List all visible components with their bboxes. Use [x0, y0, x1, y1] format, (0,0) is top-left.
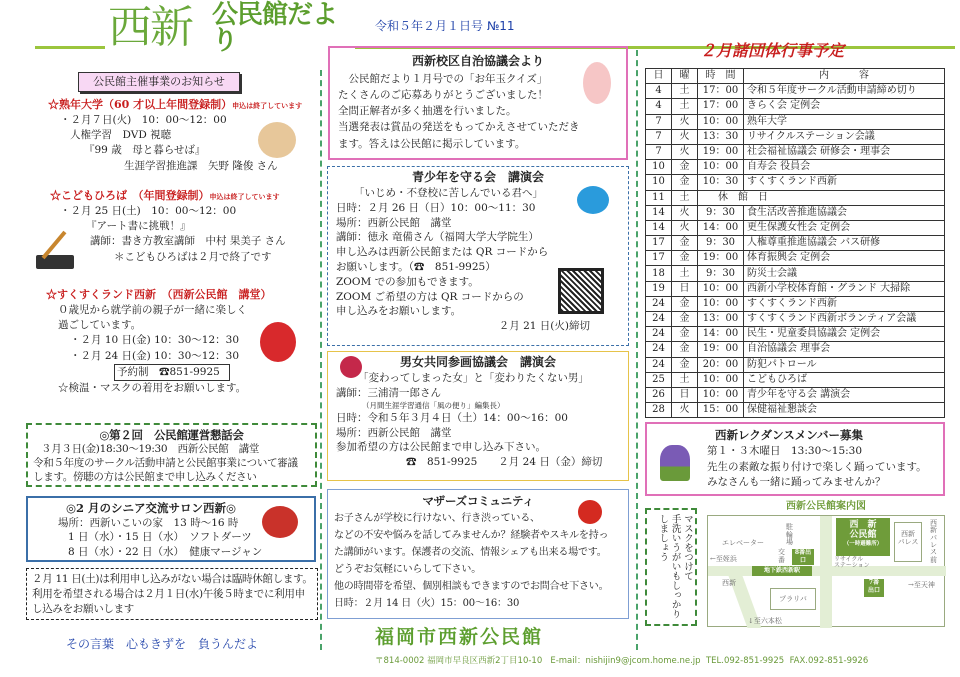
map-label-koban: 交番: [778, 548, 785, 564]
text-line: 全問正解者が多く抽選を行いました。: [338, 105, 517, 118]
time-cell: 9：30: [698, 266, 744, 281]
time-cell: 10：00: [698, 114, 744, 129]
day-cell: 14: [646, 220, 672, 235]
map-label-nishijin: 西新: [722, 579, 736, 587]
column-divider: [636, 50, 638, 650]
header-line-left: [35, 46, 105, 49]
map-kominkan-label: 西 新 公民館: [849, 520, 877, 540]
content-cell: 食生活改善推進協議会: [744, 205, 945, 220]
time-cell: 10：00: [698, 387, 744, 402]
weekday-cell: 金: [672, 175, 698, 190]
weekday-cell: 火: [672, 403, 698, 418]
table-row: [646, 387, 945, 402]
weekday-cell: 日: [672, 387, 698, 402]
text-line: 『99 歳 母と暮らせば』: [84, 144, 206, 157]
text-line: ＊こどもひろばは２月で終了です: [114, 250, 272, 263]
day-cell: 10: [646, 160, 672, 175]
text-line: ３月３日(金)18:30～19:30 西新公民館 講堂: [41, 443, 260, 455]
weekday-cell: 金: [672, 160, 698, 175]
content-cell: 自治協議会 理事会: [744, 342, 945, 357]
schedule-table: [645, 68, 945, 418]
map-exit-8: 8番出口: [792, 549, 814, 565]
content-cell: きらく会 定例会: [744, 99, 945, 114]
ladybug-icon: [578, 500, 602, 524]
weekday-cell: 金: [672, 251, 698, 266]
map-exit-7: 7番 出口: [864, 579, 884, 597]
text-line: 利用を希望される場合は２月１日(水)午後５時までに利用申: [32, 588, 305, 600]
text-line: ZOOM での参加もできます。: [336, 275, 479, 288]
section-title: [48, 97, 318, 113]
day-cell: 24: [646, 312, 672, 327]
text-line: ・２月 24 日(金) 10：30～12：30: [70, 349, 240, 362]
text-line: 1 日（水）・15 日（水） ソフトダーツ: [68, 531, 252, 543]
column-divider: [320, 70, 322, 650]
time-cell: 13：00: [698, 312, 744, 327]
content-cell: こどもひろば: [744, 372, 945, 387]
day-cell: 7: [646, 114, 672, 129]
day-cell: 17: [646, 236, 672, 251]
footer-tel: TEL.092-851-9925: [705, 656, 785, 666]
day-cell: 7: [646, 144, 672, 159]
text-line: ・２月７日(火) 10：00～12：00: [60, 113, 227, 126]
table-row: [646, 144, 945, 159]
day-cell: 24: [646, 327, 672, 342]
table-row: [646, 129, 945, 144]
content-cell: 体育振興会 定例会: [744, 251, 945, 266]
slogan: その言葉 心もきずを 負うんだよ: [66, 637, 259, 651]
time-cell: 13：30: [698, 129, 744, 144]
weekday-cell: 金: [672, 357, 698, 372]
road: [820, 516, 832, 628]
table-row: [646, 251, 945, 266]
content-cell: 令和５年度サークル活動申請締め切り: [744, 84, 945, 99]
day-cell: 19: [646, 281, 672, 296]
map-label-plariva: プラリバ: [770, 588, 816, 610]
time-cell: 20：00: [698, 357, 744, 372]
kodomo-section: [50, 188, 320, 265]
text-line: 生涯学習推進課 矢野 隆俊 さん: [124, 159, 278, 172]
content-cell: 熟年大学: [744, 114, 945, 129]
map-kominkan: [836, 518, 890, 556]
table-row: [646, 236, 945, 251]
map-label-elevator: エレベーター: [722, 539, 764, 547]
text-line: ZOOM ご希望の方は QR コードからの: [336, 290, 524, 303]
text-line: 場所：西新公民館 講堂: [336, 216, 452, 229]
day-cell: 24: [646, 296, 672, 311]
time-cell: 19：00: [698, 144, 744, 159]
table-row: [646, 357, 945, 372]
text-line: 過ごしています。: [58, 319, 142, 332]
weekday-cell: 土: [672, 190, 698, 205]
text-line: し込みをお願いします: [32, 603, 134, 615]
text-line: ・２月 25 日(土) 10：00～12：00: [60, 204, 237, 217]
time-cell: 19：00: [698, 251, 744, 266]
weekday-cell: 土: [672, 266, 698, 281]
text-line: 講師：三浦清一郎さん: [336, 386, 441, 399]
text-line: 公民館だより１月号での「お年玉クイズ」: [338, 72, 548, 85]
content-cell: 自寿会 役員会: [744, 160, 945, 175]
time-cell: 10：30: [698, 175, 744, 190]
time-cell: 休 館 日: [698, 190, 945, 205]
weekday-cell: 日: [672, 281, 698, 296]
text-line: 当選発表は賞品の発送をもってかえさせていただき: [338, 121, 580, 134]
text-line: ☆検温・マスクの着用をお願いします。: [58, 382, 247, 395]
notice-heading: 公民館主催事業のお知らせ: [78, 72, 240, 92]
text-line: 日時：令和５年３月４日（土）14：00～16：00: [336, 412, 568, 425]
qr-code[interactable]: [558, 268, 604, 314]
table-row: [646, 84, 945, 99]
map-label-tenjin: →至天神: [908, 581, 935, 589]
content-cell: 保健福祉懇談会: [744, 403, 945, 418]
text-line: 申し込みをお願いします。: [336, 305, 462, 318]
table-row: [646, 160, 945, 175]
oni-mask-icon: [262, 506, 298, 538]
table-header: [646, 69, 945, 84]
seniors-illustration: [258, 122, 296, 158]
footer-email[interactable]: E-mail：nishijin9@jcom.home.ne.jp: [550, 656, 701, 666]
table-row: [646, 220, 945, 235]
text-line: ・２月 10 日(金) 10：30～12：30: [70, 334, 240, 347]
text-line: ます。答えは公民館に掲示しています。: [338, 137, 526, 150]
time-cell: 15：00: [698, 403, 744, 418]
weekday-cell: 土: [672, 84, 698, 99]
text-line: 第１・３木曜日 13:30～15:30: [707, 445, 863, 457]
text-line: 8 日（水）・22 日（水） 健康マージャン: [68, 545, 263, 558]
weekday-cell: 土: [672, 99, 698, 114]
footer-address: 〒814-0002 福岡市早良区西新2丁目10-10: [375, 656, 543, 666]
text-line: ２月 11 日(土)は利用申し込みがない場合は臨時休館します。: [32, 573, 313, 585]
weekday-cell: 火: [672, 220, 698, 235]
text-line: たくさんのご応募ありがとうございました！: [338, 88, 548, 101]
text-line: お子さんが学校に行けない、行き渋っている、: [334, 513, 540, 524]
danjo-box: [327, 351, 629, 481]
text-line: 場所：西新公民館 講堂: [336, 426, 452, 439]
table-row: [646, 205, 945, 220]
weekday-cell: 土: [672, 372, 698, 387]
text-line: 先生の素敵な振り付けで楽しく踊っています。: [707, 460, 927, 473]
deadline: ２月 21 日(火)締切: [498, 320, 590, 333]
text-line: 場所：西新いこいの家 13 時～16 時: [58, 516, 239, 529]
table-row: [646, 281, 945, 296]
text-line: 「いじめ・不登校に苦しんでいる君へ」: [354, 187, 543, 199]
footer-fax: FAX.092-851-9926: [789, 656, 869, 666]
text-line: ０歳児から就学前の親子が一緒に楽しく: [58, 303, 247, 316]
time-cell: 10：00: [698, 160, 744, 175]
table-row: [646, 327, 945, 342]
section-title: [50, 188, 320, 204]
day-cell: 7: [646, 129, 672, 144]
header-cell: 時 間: [698, 69, 744, 84]
time-cell: 17：00: [698, 84, 744, 99]
day-cell: 28: [646, 403, 672, 418]
weekday-cell: 金: [672, 236, 698, 251]
time-cell: 10：00: [698, 372, 744, 387]
table-row: [646, 190, 945, 205]
table-row: [646, 114, 945, 129]
table-row: [646, 372, 945, 387]
time-cell: 10：00: [698, 281, 744, 296]
time-cell: 9：30: [698, 205, 744, 220]
text-line: 申し込みは西新公民館または QR コードから: [336, 246, 549, 259]
footer-name: 福岡市西新公民館: [375, 626, 544, 648]
weekday-cell: 火: [672, 129, 698, 144]
day-cell: 26: [646, 387, 672, 402]
table-row: [646, 312, 945, 327]
kondankai-box: [26, 423, 317, 487]
time-cell: 14：00: [698, 327, 744, 342]
footer-contact: [375, 655, 868, 667]
table-row: [646, 296, 945, 311]
reservation-box: 予約制 ☎851-9925: [114, 364, 230, 381]
content-cell: 防災士会議: [744, 266, 945, 281]
map-shelter-label: （一時避難所）: [843, 541, 883, 547]
header-cell: 日: [646, 69, 672, 84]
map-label-recycle: リサイクル ステーション: [834, 556, 870, 569]
text-line: 日時：２月 26 日（日）10：00～11：30: [336, 201, 536, 214]
header-cell: 内 容: [744, 69, 945, 84]
map-label-palace-stop: 西新パレス前: [930, 519, 937, 564]
content-cell: 人権尊重推進協議会 バス研修: [744, 236, 945, 251]
table-row: [646, 403, 945, 418]
daruma-icon: [260, 322, 296, 362]
day-cell: 25: [646, 372, 672, 387]
weekday-cell: 金: [672, 312, 698, 327]
time-cell: 17：00: [698, 99, 744, 114]
day-cell: 10: [646, 175, 672, 190]
day-cell: 24: [646, 357, 672, 372]
day-cell: 11: [646, 190, 672, 205]
weekday-cell: 火: [672, 144, 698, 159]
content-cell: 民生・児童委員協議会 定例会: [744, 327, 945, 342]
schedule-title: ２月諸団体行事予定: [700, 41, 845, 60]
section-title-text: ☆こどもひろば （年間登録制）: [50, 189, 210, 202]
map-label-bicycle: 駐輪場: [786, 523, 793, 547]
box-title: 男女共同参画協議会 講演会: [399, 355, 556, 369]
lecturer-note: （月間生涯学習通信「風の便り」編集長）: [362, 401, 505, 411]
day-cell: 18: [646, 266, 672, 281]
map-label-palace: 西新 パレス: [894, 522, 922, 562]
text-line: 令和５年度のサークル活動申請と公民館事業について審議: [33, 457, 298, 469]
content-cell: すくすくランド西新: [744, 296, 945, 311]
closed-note: 申込は終了しています: [209, 192, 280, 201]
map-label-meinohama: ←至姪浜: [710, 555, 737, 563]
map-label-ropponmatsu: ↓至六本松: [748, 617, 782, 625]
text-line: 『アート書に挑戦！』: [86, 220, 191, 233]
dance-box: [645, 422, 945, 496]
content-cell: すくすくランド西新: [744, 175, 945, 190]
time-cell: 9：30: [698, 236, 744, 251]
jichi-box: [328, 46, 628, 160]
rabbit-icon: [583, 62, 611, 104]
box-title: ◎第２回 公民館運営懇話会: [99, 428, 244, 442]
table-row: [646, 266, 945, 281]
contact: ☎ 851-9925 ２月 24 日（金）締切: [406, 455, 603, 468]
time-cell: 14：00: [698, 220, 744, 235]
map-station: 地下鉄西新駅: [752, 566, 812, 576]
day-cell: 14: [646, 205, 672, 220]
time-cell: 10：00: [698, 296, 744, 311]
box-title: 青少年を守る会 講演会: [411, 170, 544, 184]
text-line: 他の時間帯を希望、個別相談もできますのでお問合せ下さい。: [334, 581, 609, 592]
lavender-icon: [660, 445, 690, 481]
guide-map[interactable]: [707, 515, 945, 627]
text-line: 日時：２月 14 日（火）15：00～16：30: [334, 598, 520, 609]
header-cell: 曜: [672, 69, 698, 84]
day-cell: 4: [646, 84, 672, 99]
weekday-cell: 火: [672, 114, 698, 129]
content-cell: リサイクルステーション会議: [744, 129, 945, 144]
map-title: 西新公民館案内図: [786, 501, 866, 512]
bird-icon: [577, 186, 609, 214]
logo-kominkan-dayori: 公民館だより: [212, 0, 338, 56]
logo-nishijin: 西新: [108, 2, 192, 53]
day-cell: 24: [646, 342, 672, 357]
text-line: 参加希望の方は公民館まで申し込み下さい。: [336, 441, 546, 454]
text-line: 人権学習 DVD 視聴: [70, 129, 172, 142]
issue-number: 令和５年２月１日号 №11: [375, 19, 515, 33]
text-line: 講師：書き方教室講師 中村 果美子 さん: [90, 235, 286, 248]
closed-note: 申込は終了しています: [232, 101, 303, 110]
box-title: マザーズコミュニティ: [422, 494, 534, 508]
mask-reminder: マスクをつけて 手洗いうがいもしっかり しましょう: [645, 508, 697, 626]
weekday-cell: 金: [672, 327, 698, 342]
text-line: します。傍聴の方は公民館まで申し込みください: [33, 471, 257, 483]
text-line: みなさんも一緒に踊ってみませんか？: [707, 476, 886, 488]
table-row: [646, 99, 945, 114]
closure-notice: [26, 568, 318, 620]
content-cell: 西新小学校体育館・グランド 大掃除: [744, 281, 945, 296]
content-cell: 社会福祉協議会 研修会・理事会: [744, 144, 945, 159]
text-line: お願いします。（☎ 851-9925）: [336, 260, 496, 273]
subtitle: 「変わってしまった女」と「変わりたくない男」: [358, 372, 589, 384]
text-line: 講師：徳永 竜備さん（福岡大学大学院生）: [336, 231, 539, 244]
box-title: 西新校区自治協議会より: [411, 54, 544, 68]
box-title: ◎2 月のシニア交流サロン西新◎: [65, 501, 237, 515]
content-cell: 防犯パトロール: [744, 357, 945, 372]
text-line: どうぞお気軽にいらして下さい。: [334, 564, 481, 575]
section-title-text: ☆熟年大学（60 才以上年間登録制）: [48, 98, 233, 111]
flower-icon: [340, 356, 362, 378]
table-row: [646, 342, 945, 357]
weekday-cell: 金: [672, 296, 698, 311]
weekday-cell: 金: [672, 342, 698, 357]
table-row: [646, 175, 945, 190]
day-cell: 17: [646, 251, 672, 266]
content-cell: 更生保護女性会 定例会: [744, 220, 945, 235]
box-title: 西新レクダンスメンバー募集: [715, 428, 864, 442]
time-cell: 19：00: [698, 342, 744, 357]
day-cell: 4: [646, 99, 672, 114]
content-cell: 青少年を守る会 講演会: [744, 387, 945, 402]
text-line: た講師がいます。保護者の交流、情報シェアも出来る場です。: [334, 547, 607, 558]
text-line: などの不安や悩みを話してみませんか？経験者やスキルを持っ: [334, 530, 609, 541]
weekday-cell: 火: [672, 205, 698, 220]
section-title: ☆すくすくランド西新 （西新公民館 講堂）: [46, 288, 272, 301]
content-cell: すくすくランド西新ボランティア会議: [744, 312, 945, 327]
